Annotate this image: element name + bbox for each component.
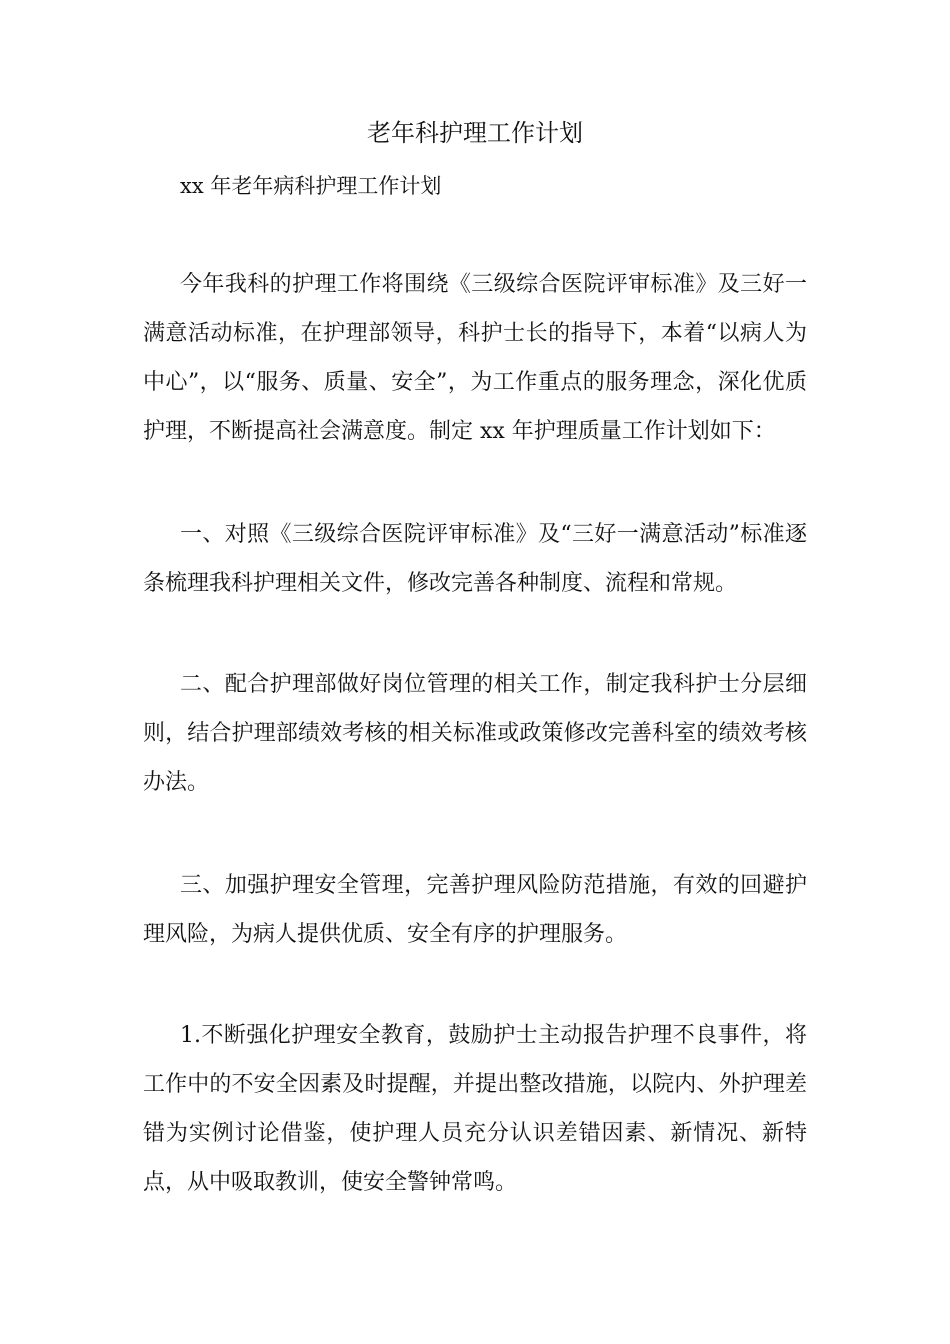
paragraph-item-one: 1.不断强化护理安全教育，鼓励护士主动报告护理不良事件，将工作中的不安全因素及时提醒，并提出整改措施，以院内、外护理差错为实例讨论借鉴，使护理人员充分认识差错因素、新情况、新特点，从中吸取教训，使安全警钟常鸣。 bbox=[143, 1023, 807, 1195]
paragraph-intro: 今年我科的护理工作将围绕《三级综合医院评审标准》及三好一满意活动标准，在护理部领导，科护士长的指导下，本着“以病人为中心”，以“服务、质量、安全”，为工作重点的服务理念，深化优质护理，不断提高社会满意度。制定 xx 年护理质量工作计划如下： bbox=[143, 272, 807, 444]
document-title: 老年科护理工作计划 bbox=[367, 119, 583, 147]
paragraph-section-one: 一、对照《三级综合医院评审标准》及“三好一满意活动”标准逐条梳理我科护理相关文件，修改完善各种制度、流程和常规。 bbox=[143, 522, 807, 596]
document-subtitle: xx 年老年病科护理工作计划 bbox=[180, 174, 442, 198]
paragraph-section-three: 三、加强护理安全管理，完善护理风险防范措施，有效的回避护理风险，为病人提供优质、安全有序的护理服务。 bbox=[143, 873, 807, 947]
paragraph-section-two: 二、配合护理部做好岗位管理的相关工作，制定我科护士分层细则，结合护理部绩效考核的相关标准或政策修改完善科室的绩效考核办法。 bbox=[143, 672, 807, 795]
